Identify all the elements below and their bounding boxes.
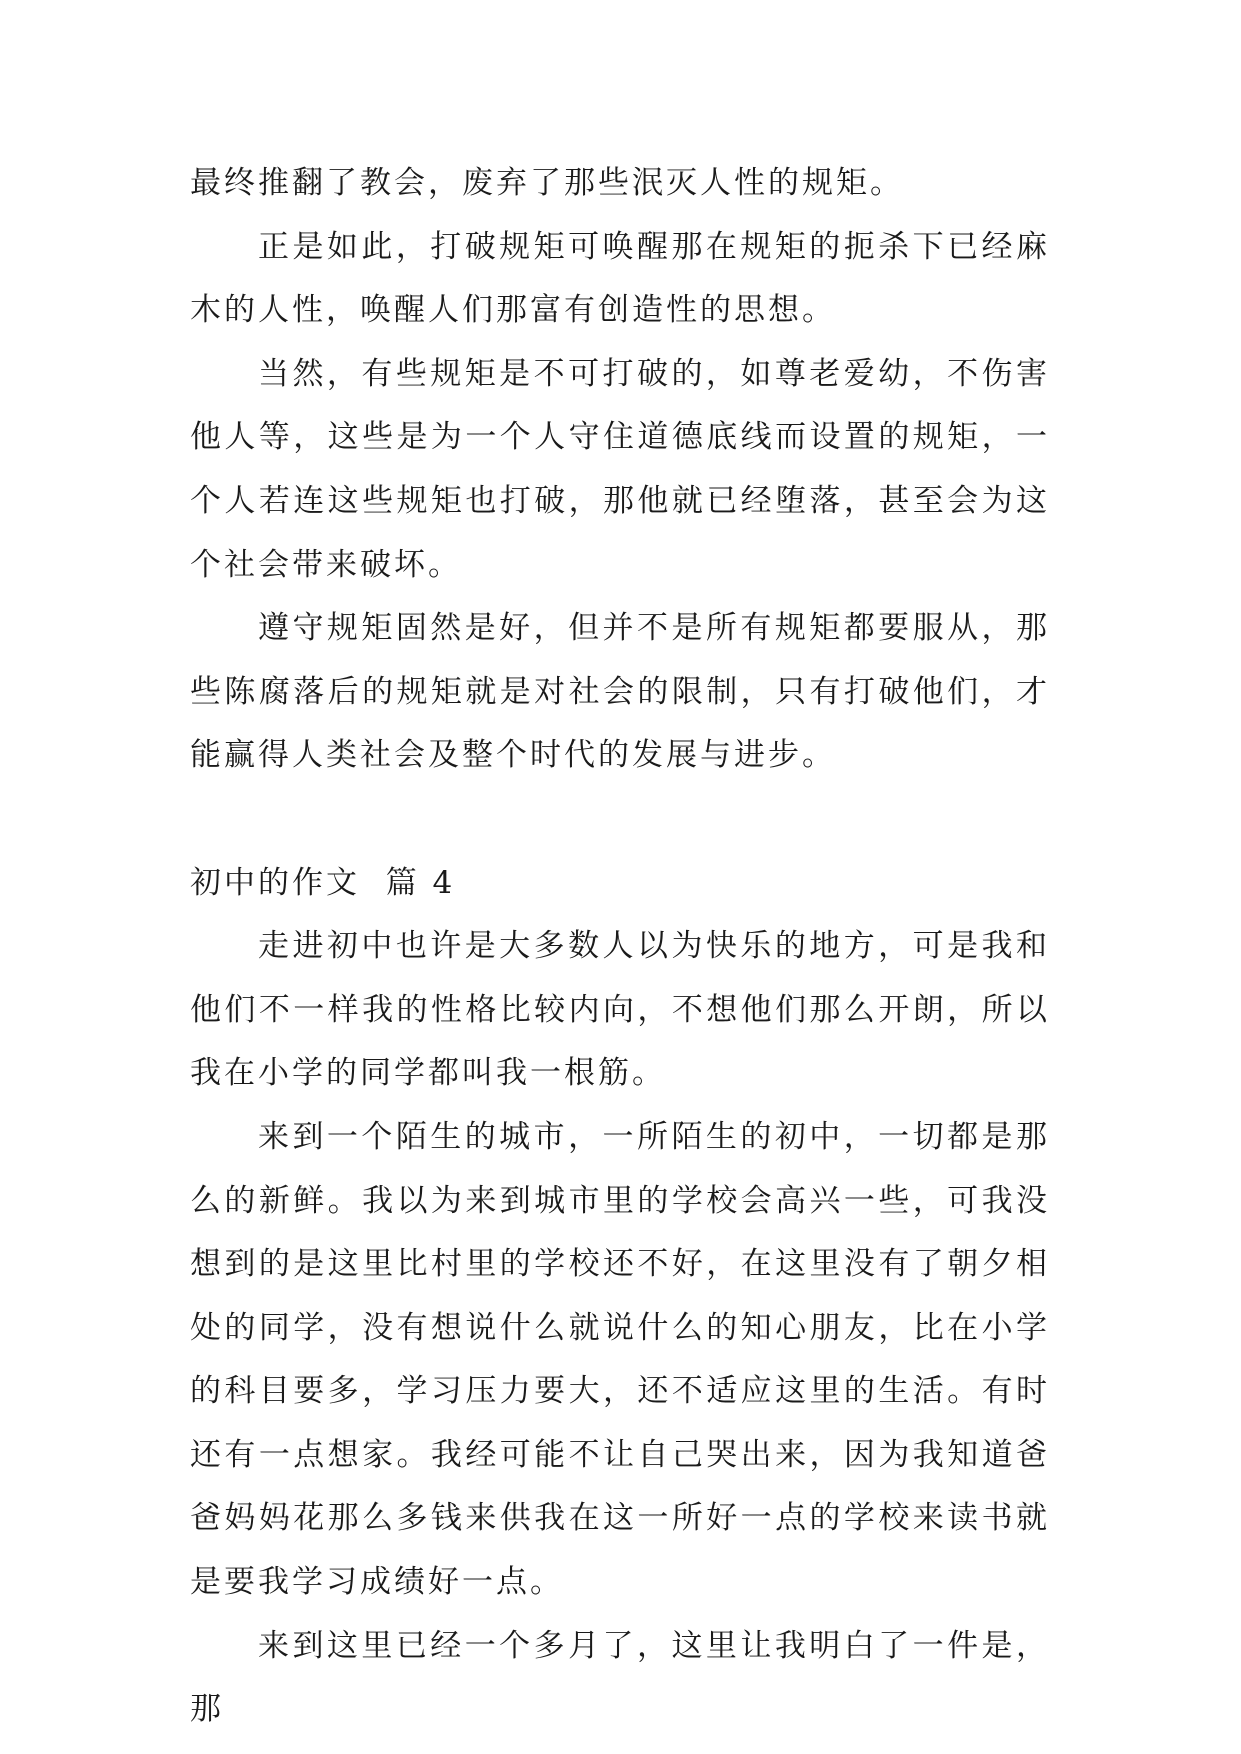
paragraph: 正是如此，打破规矩可唤醒那在规矩的扼杀下已经麻木的人性，唤醒人们那富有创造性的思想。 bbox=[190, 228, 1050, 329]
section-heading: 初中的作文 篇 4 bbox=[190, 864, 456, 901]
paragraph: 走进初中也许是大多数人以为快乐的地方，可是我和他们不一样我的性格比较内向，不想他们那么开朗，所以我在小学的同学都叫我一根筋。 bbox=[190, 928, 1050, 1092]
paragraph: 来到一个陌生的城市，一所陌生的初中，一切都是那么的新鲜。我以为来到城市里的学校会高兴一些，可我没想到的是这里比村里的学校还不好，在这里没有了朝夕相处的同学，没有想说什么就说什么的知心朋友，比在小学的科目要多，学习压力要大，还不适应这里的生活。有时还有一点想家。我经可能不让自己哭出来，因为我知道爸爸妈妈花那么多钱来供我在这一所好一点的学校来读书就是要我学习成绩好一点。 bbox=[190, 1118, 1050, 1601]
paragraph: 遵守规矩固然是好，但并不是所有规矩都要服从，那些陈腐落后的规矩就是对社会的限制，只有打破他们，才能赢得人类社会及整个时代的发展与进步。 bbox=[190, 610, 1050, 774]
paragraph: 来到这里已经一个多月了，这里让我明白了一件是，那 bbox=[190, 1627, 1050, 1728]
paragraph-continuation: 最终推翻了教会，废弃了那些泯灭人性的规矩。 bbox=[190, 165, 904, 201]
document-body bbox=[190, 152, 1050, 1742]
paragraph: 当然，有些规矩是不可打破的，如尊老爱幼，不伤害他人等，这些是为一个人守住道德底线而设置的规矩，一个人若连这些规矩也打破，那他就已经堕落，甚至会为这个社会带来破坏。 bbox=[190, 355, 1050, 583]
